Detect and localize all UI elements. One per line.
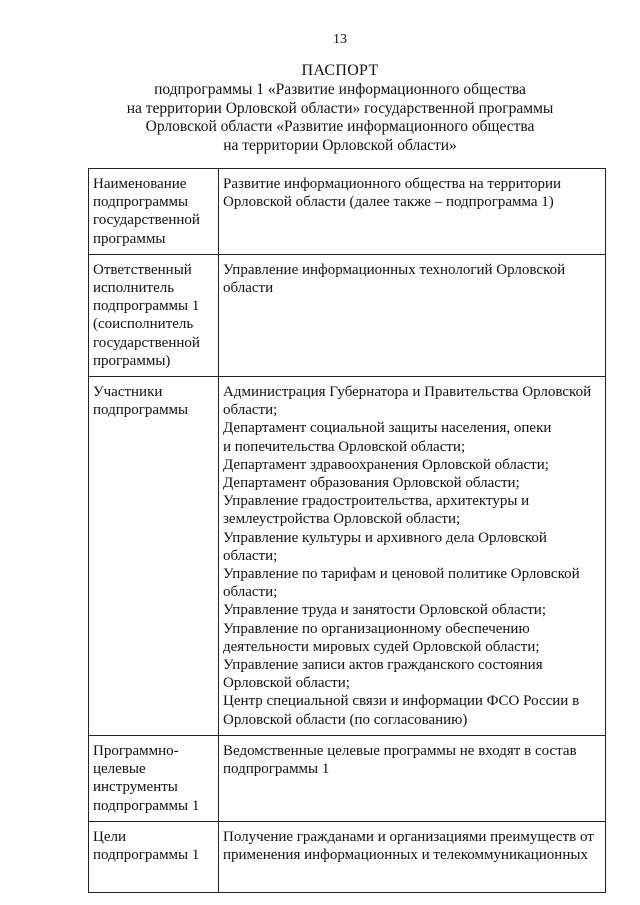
document-title: ПАСПОРТ xyxy=(301,62,379,79)
value-line: Развитие информационного общества на территории xyxy=(223,176,562,192)
label-line: государственной xyxy=(93,212,200,229)
row-value xyxy=(219,169,606,255)
row-label xyxy=(89,377,219,736)
value-line: Управление записи актов гражданского состояния xyxy=(223,657,543,674)
value-line: области; xyxy=(223,402,278,419)
value-line: Управление информационных технологий Орловской xyxy=(223,261,566,278)
label-line: программы xyxy=(93,230,166,247)
value-line: Центр специальной связи и информации ФСО России в xyxy=(223,693,580,710)
value-line: Управление по организационному обеспечению xyxy=(223,620,530,637)
table-row xyxy=(89,735,606,821)
label-line: целевые xyxy=(93,761,146,778)
value-line: Управление градостроительства, архитектуры и xyxy=(223,493,530,510)
value-line: Получение гражданами и организациями преимуществ от xyxy=(223,828,594,845)
label-line: (соисполнитель xyxy=(93,316,194,333)
label-line: инструменты xyxy=(93,779,178,796)
subtitle-line: Орловской области «Развитие информационного общества xyxy=(145,118,535,135)
label-line: Программно- xyxy=(93,742,179,759)
row-value xyxy=(219,377,606,736)
value-line: Орловской области (далее также – подпрограмма 1) xyxy=(223,194,554,211)
value-line: Департамент социальной защиты населения, опеки xyxy=(223,420,552,437)
label-line: подпрограммы 1 xyxy=(93,797,200,814)
value-line: Орловской области (по согласованию) xyxy=(223,711,468,728)
value-line: Управление культуры и архивного дела Орловской xyxy=(223,529,547,546)
row-value xyxy=(219,821,606,892)
subtitle-line: на территории Орловской области» xyxy=(223,136,457,154)
value-line: области xyxy=(223,280,274,297)
value-line: Департамент здравоохранения Орловской области; xyxy=(223,456,549,473)
label-line: подпрограммы xyxy=(93,402,189,419)
value-line: землеустройства Орловской области; xyxy=(223,511,461,528)
value-line: деятельности мировых судей Орловской области; xyxy=(223,638,540,655)
row-value xyxy=(219,735,606,821)
row-label xyxy=(89,735,219,821)
row-value xyxy=(219,254,606,376)
value-line: Департамент образования Орловской области; xyxy=(223,475,520,492)
label-line: Наименование xyxy=(93,176,187,192)
label-line: Участники xyxy=(93,384,163,401)
page-number: 13 xyxy=(333,32,347,47)
value-line: подпрограммы 1 xyxy=(223,761,330,778)
label-line: программы) xyxy=(93,352,171,369)
label-line: подпрограммы xyxy=(93,194,189,211)
label-line: государственной xyxy=(93,334,200,351)
row-label xyxy=(89,254,219,376)
value-line: Управление по тарифам и ценовой политике Орловской xyxy=(223,566,580,583)
value-line: области; xyxy=(223,584,278,601)
value-line: Ведомственные целевые программы не входят в состав xyxy=(223,742,577,759)
subtitle-line: подпрограммы 1 «Развитие информационного общества xyxy=(154,81,526,98)
value-line: Администрация Губернатора и Правительства Орловской xyxy=(223,384,592,401)
value-line: и попечительства Орловской области; xyxy=(223,438,466,455)
label-line: подпрограммы 1 xyxy=(93,298,200,315)
document-subtitle xyxy=(80,81,600,155)
row-label xyxy=(89,821,219,892)
subtitle-line: на территории Орловской области» государственной программы xyxy=(126,99,554,117)
value-line: Управление труда и занятости Орловской области; xyxy=(223,602,547,619)
value-line: Орловской области; xyxy=(223,675,350,692)
value-line: применения информационных и телекоммуникационных xyxy=(223,846,588,863)
label-line: исполнитель xyxy=(93,280,175,297)
label-line: Цели xyxy=(93,828,127,845)
row-label xyxy=(89,169,219,255)
table-row xyxy=(89,821,606,892)
label-line: подпрограммы 1 xyxy=(93,846,200,863)
table-row xyxy=(89,254,606,376)
value-line: области; xyxy=(223,547,278,564)
table-row xyxy=(89,169,606,255)
label-line: Ответственный xyxy=(93,261,192,278)
passport-table xyxy=(88,168,606,893)
table-row xyxy=(89,377,606,736)
